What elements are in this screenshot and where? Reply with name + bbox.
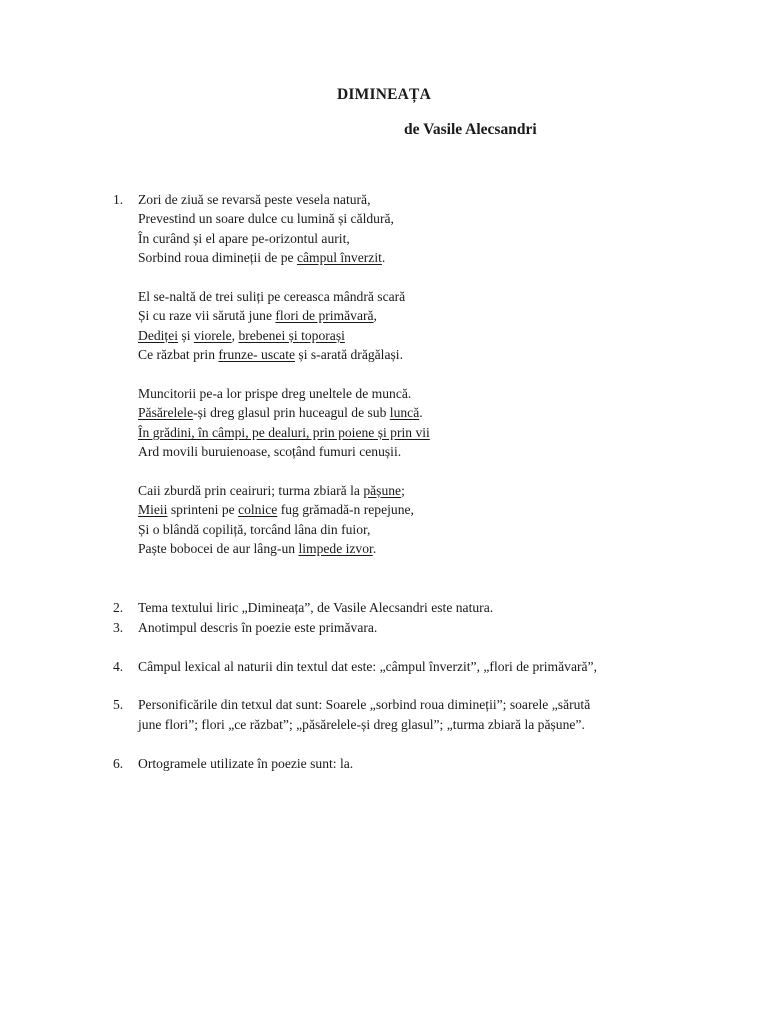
poem-line <box>138 306 377 325</box>
answer-text: Ortogramele utilizate în poezie sunt: la. <box>138 756 354 771</box>
underlined-term: În grădini, în câmpi, pe dealuri, prin poiene și prin vii <box>138 424 430 440</box>
underlined-term: Mieii <box>138 502 168 518</box>
underlined-term: luncă <box>389 405 420 421</box>
underlined-term: brebenei și toporași <box>238 327 345 343</box>
poem-text: . <box>381 250 386 266</box>
poem-text: Și cu raze vii sărută june <box>138 308 276 324</box>
poem-line <box>138 481 405 500</box>
poem-line <box>138 190 371 209</box>
underlined-term: colnice <box>238 502 278 518</box>
poem-text: Paște bobocei de aur lâng-un <box>138 541 299 557</box>
underlined-term: flori de primăvară <box>275 308 374 324</box>
poem-text: În curând și el apare pe-orizontul aurit, <box>138 230 350 246</box>
poem-line <box>138 403 423 422</box>
poem-line <box>138 248 385 267</box>
underlined-term: Dediței <box>138 327 179 343</box>
poem-text: sprinteni pe <box>167 502 239 518</box>
poem-text: fug grămadă-n repejune, <box>277 502 414 518</box>
poem-text: Ce răzbat prin <box>138 347 219 363</box>
underlined-term: viorele <box>193 327 232 343</box>
poem-line <box>138 539 376 558</box>
poem-line <box>138 345 403 364</box>
poem-text: . <box>419 405 423 421</box>
underlined-term: câmpul înverzit <box>296 250 382 266</box>
poem-text: . <box>372 541 377 557</box>
answer-text: Personificările din tetxul dat sunt: Soarele „sorbind roua dimineții”; soarele „sărută <box>138 697 591 712</box>
poem-text: Prevestind un soare dulce cu lumină și căldură, <box>138 211 394 227</box>
underlined-term: frunze- uscate <box>218 347 296 363</box>
answer-number: 4. <box>113 659 124 674</box>
poem-line <box>138 326 345 345</box>
poem-number: 1. <box>113 192 124 207</box>
answer-number: 3. <box>113 620 124 635</box>
document-author: de Vasile Alecsandri <box>404 121 537 138</box>
poem-line <box>138 209 394 228</box>
poem-line <box>138 423 430 442</box>
poem-text: -și dreg glasul prin huceagul de sub <box>193 405 390 421</box>
poem-text: ; <box>401 483 405 498</box>
poem-text: Caii zburdă prin ceairuri; turma zbiară la <box>138 483 364 498</box>
answer-text: Câmpul lexical al naturii din textul dat este: „câmpul înverzit”, „flori de primăvară”, <box>138 659 597 674</box>
poem-text: Zori de ziuă se revarsă peste vesela natură, <box>138 192 371 207</box>
answer-text: Tema textului liric „Dimineața”, de Vasile Alecsandri este natura. <box>138 600 494 615</box>
underlined-term: limpede izvor <box>298 541 373 557</box>
poem-text: , <box>231 327 239 343</box>
poem-text: El se-naltă de trei suliți pe cereasca mândră scară <box>138 289 406 304</box>
poem-text: Ard movili buruienoase, scoțând fumuri cenușii. <box>138 444 402 460</box>
poem-text: Sorbind roua dimineții de pe <box>138 250 297 266</box>
poem-line <box>138 520 370 539</box>
poem-text: Muncitorii pe-a lor prispe dreg uneltele de muncă. <box>138 386 412 401</box>
document-title: DIMINEAȚA <box>337 86 431 103</box>
answer-number: 5. <box>113 697 124 712</box>
poem-text: Și o blândă copiliță, torcând lâna din fuior, <box>138 521 371 537</box>
poem-line <box>138 229 350 248</box>
answer-text: Anotimpul descris în poezie este primăvara. <box>138 620 378 635</box>
answer-number: 2. <box>113 600 124 615</box>
poem-line <box>138 442 401 461</box>
poem-text: , <box>373 308 377 324</box>
answer-number: 6. <box>113 756 124 771</box>
answer-text: june flori”; flori „ce răzbat”; „păsărelele-și dreg glasul”; „turma zbiară la pășune”. <box>138 717 585 732</box>
poem-text: și <box>178 327 194 343</box>
poem-line <box>138 384 411 403</box>
poem-line <box>138 287 405 306</box>
poem-text: și s-arată drăgălași. <box>295 347 403 363</box>
poem-line <box>138 500 414 519</box>
underlined-term: Păsărelele <box>138 405 194 421</box>
underlined-term: pășune <box>363 483 402 498</box>
